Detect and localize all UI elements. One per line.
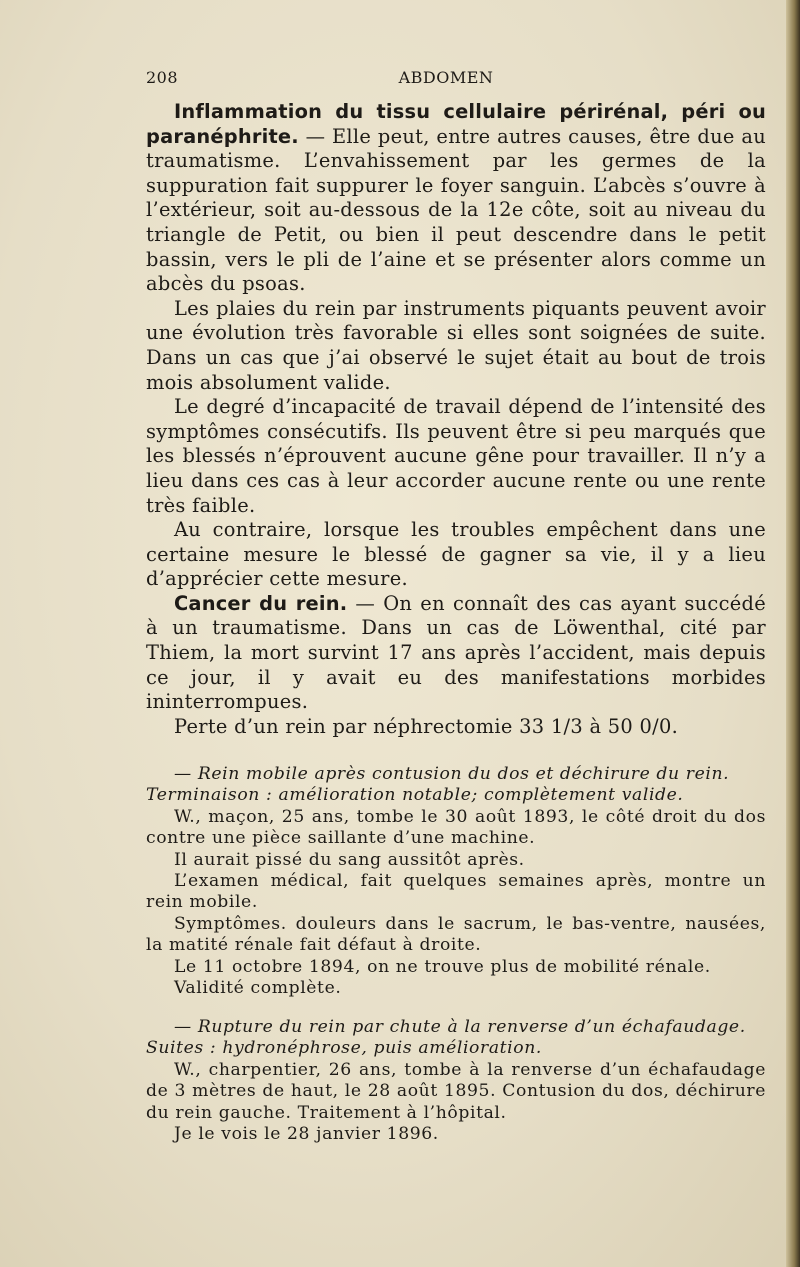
paragraph-perte-rein: Perte d’un rein par néphrectomie 33 1/3 à 50 0/0. bbox=[174, 714, 679, 738]
case-2-title: — Rupture du rein par chute à la renverse d’un échafaudage. bbox=[174, 1017, 746, 1037]
case-1-paragraph: Symptômes. douleurs dans le sacrum, le bas-ventre, nausées, la matité rénale fait défaut à droite. bbox=[146, 913, 766, 956]
case-2-paragraph: W., charpentier, 26 ans, tombe à la renverse d’un échafaudage de 3 mètres de haut, le 28 août 1895. Contusion du dos, déchirure du rein gauche. Traitement à l’hôpital. bbox=[146, 1059, 766, 1123]
case-rein-mobile bbox=[146, 764, 766, 999]
paragraph-plaies: Les plaies du rein par instruments piquants peuvent avoir une évolution très favorable si elles sont soignées de suite. Dans un cas que j’ai observé le sujet était au bout de trois mois absolument valide. bbox=[146, 296, 766, 394]
main-text bbox=[146, 100, 766, 739]
case-2-paragraph: Je le vois le 28 janvier 1896. bbox=[174, 1124, 439, 1145]
case-2-subtitle: Suites : hydronéphrose, puis amélioration. bbox=[146, 1038, 542, 1059]
case-1-subtitle: Terminaison : amélioration notable; complètement valide. bbox=[146, 785, 684, 806]
section-heading-paranephrite: Inflammation du tissu cellulaire périrénal, péri ou paranéphrite. bbox=[146, 100, 766, 148]
case-1-paragraph: Validité complète. bbox=[174, 978, 342, 999]
page-header bbox=[146, 68, 766, 92]
page-number: 208 bbox=[146, 68, 179, 87]
case-1-paragraph: Le 11 octobre 1894, on ne trouve plus de mobilité rénale. bbox=[174, 956, 711, 977]
case-1-paragraph: L’examen médical, fait quelques semaines après, montre un rein mobile. bbox=[146, 871, 766, 913]
section-heading-cancer: Cancer du rein. bbox=[174, 591, 348, 615]
paranephrite-intro: — Elle peut, entre autres causes, être due au traumatisme. L’envahissement par les germes de la suppuration fait suppurer le foyer sanguin. L’abcès s’ouvre à l’extérieur, soit au-dessous de la 12e côte, soit au niveau du triangle de Petit, ou bien il peut descendre dans le petit bassin, vers le pli de l’aine et se présenter alors comme un abcès du psoas. bbox=[146, 124, 766, 296]
case-rupture-rein bbox=[146, 1017, 766, 1145]
page-edge bbox=[786, 0, 800, 1267]
paragraph-incapacite: Le degré d’incapacité de travail dépend de l’intensité des symptômes consécutifs. Ils peuvent être si peu marqués que les blessés n’éprouvent aucune gêne pour travailler. Il n’y a lieu dans ces cas à leur accorder aucune rente ou une rente très faible. bbox=[146, 395, 766, 517]
case-1-paragraph: W., maçon, 25 ans, tombe le 30 août 1893, le côté droit du dos contre une pièce saillante d’une machine. bbox=[146, 806, 766, 849]
cancer-intro: — On en connaît des cas ayant succédé à un traumatisme. Dans un cas de Löwenthal, cité par Thiem, la mort survint 17 ans après l’accident, mais depuis ce jour, il y avait eu des manifestations morbides ininterrompues. bbox=[146, 591, 767, 714]
cancer-paragraph bbox=[146, 592, 766, 715]
case-1-title: — Rein mobile après contusion du dos et déchirure du rein. bbox=[174, 764, 730, 784]
paragraph-au-contraire: Au contraire, lorsque les troubles empêchent dans une certaine mesure le blessé de gagner sa vie, il y a lieu d’apprécier cette mesure. bbox=[146, 518, 766, 591]
running-title: ABDOMEN bbox=[398, 68, 494, 87]
case-1-paragraph: Il aurait pissé du sang aussitôt après. bbox=[174, 849, 525, 870]
paranephrite-paragraph bbox=[146, 100, 766, 297]
